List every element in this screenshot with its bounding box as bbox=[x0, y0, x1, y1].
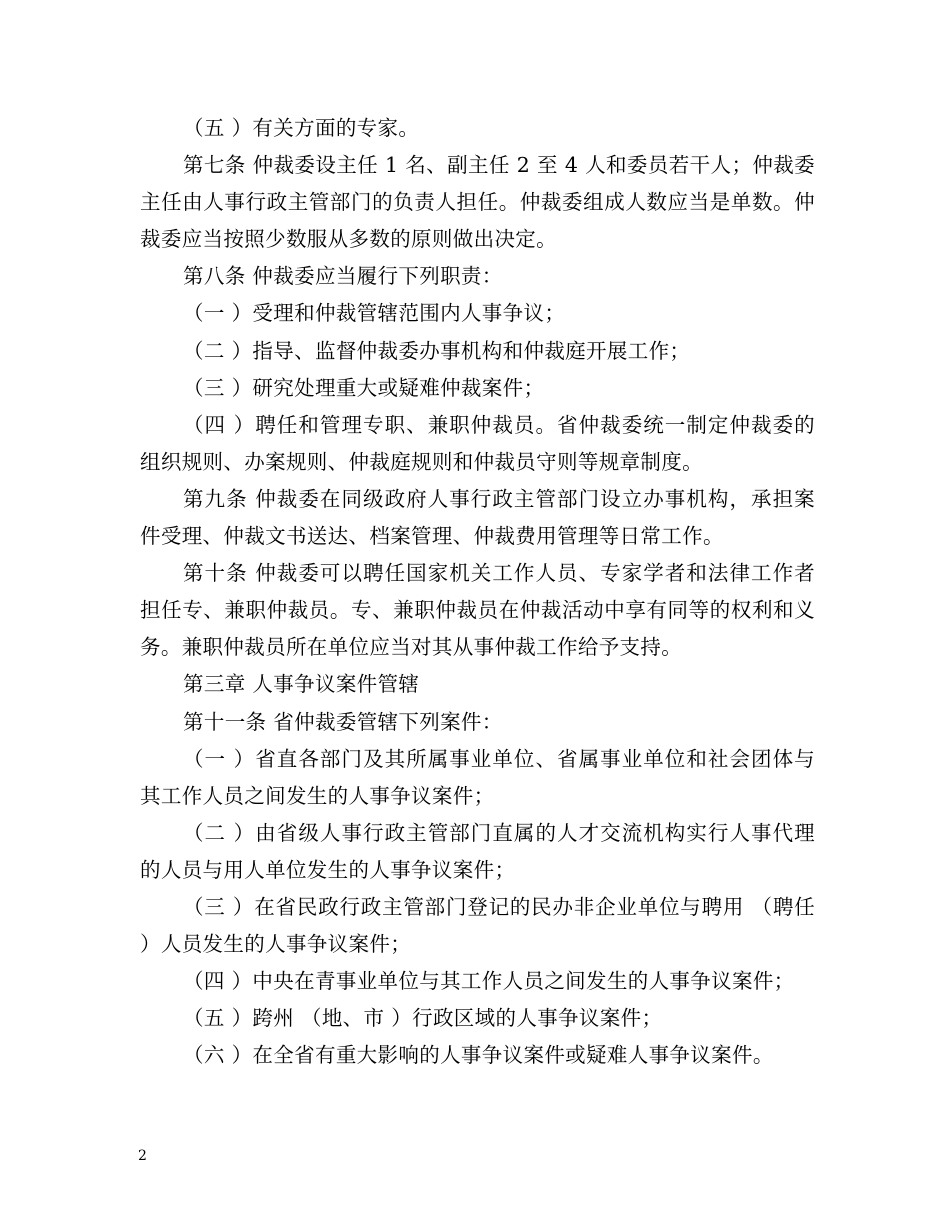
paragraph-article-11-item-2: （二 ）由省级人事行政主管部门直属的人才交流机构实行人事代理的人员与用人单位发生的人事争议案件； bbox=[140, 820, 815, 882]
document-body bbox=[140, 110, 815, 1074]
paragraph-article-8-item-3: （三 ）研究处理重大或疑难仲裁案件； bbox=[183, 375, 545, 400]
paragraph-article-11-item-6: （六 ）在全省有重大影响的人事争议案件或疑难人事争议案件。 bbox=[183, 1043, 774, 1068]
paragraph-article-9: 第九条 仲裁委在同级政府人事行政主管部门设立办事机构，承担案件受理、仲裁文书送达、档案管理、仲裁费用管理等日常工作。 bbox=[140, 486, 815, 549]
paragraph-article-8-item-4: （四 ）聘任和管理专职、兼职仲裁员。省仲裁委统一制定仲裁委的组织规则、办案规则、仲裁庭规则和仲裁员守则等规章制度。 bbox=[140, 412, 815, 474]
chapter-3-heading: 第三章 人事争议案件管辖 bbox=[183, 672, 420, 697]
paragraph-article-10: 第十条 仲裁委可以聘任国家机关工作人员、专家学者和法律工作者担任专、兼职仲裁员。专、兼职仲裁员在仲裁活动中享有同等的权利和义务。兼职仲裁员所在单位应当对其从事仲裁工作给予支持。 bbox=[140, 561, 815, 660]
paragraph-article-11-item-1: （一 ）省直各部门及其所属事业单位、省属事业单位和社会团体与其工作人员之间发生的人事争议案件； bbox=[140, 746, 815, 808]
paragraph-article-11-item-3: （三 ）在省民政行政主管部门登记的民办非企业单位与聘用 （聘任 ）人员发生的人事争议案件； bbox=[140, 894, 815, 957]
paragraph-article-11: 第十一条 省仲裁委管辖下列案件： bbox=[183, 709, 503, 734]
paragraph-article-7: 第七条 仲裁委设主任 1 名、副主任 2 至 4 人和委员若干人；仲裁委主任由人事行政主管部门的负责人担任。仲裁委组成人数应当是单数。仲裁委应当按照少数服从多数的原则做出决定。 bbox=[140, 153, 815, 252]
paragraph-article-8: 第八条 仲裁委应当履行下列职责： bbox=[183, 264, 503, 289]
paragraph-article-11-item-5: （五 ）跨州 （地、市 ）行政区域的人事争议案件； bbox=[183, 1006, 663, 1031]
page-number: 2 bbox=[138, 1148, 147, 1164]
paragraph-article-11-item-4: （四 ）中央在青事业单位与其工作人员之间发生的人事争议案件； bbox=[183, 969, 795, 994]
paragraph-item-five-experts: （五 ）有关方面的专家。 bbox=[183, 116, 420, 140]
paragraph-article-8-item-2: （二 ）指导、监督仲裁委办事机构和仲裁庭开展工作； bbox=[183, 338, 691, 363]
paragraph-article-8-item-1: （一 ）受理和仲裁管辖范围内人事争议； bbox=[183, 301, 566, 326]
